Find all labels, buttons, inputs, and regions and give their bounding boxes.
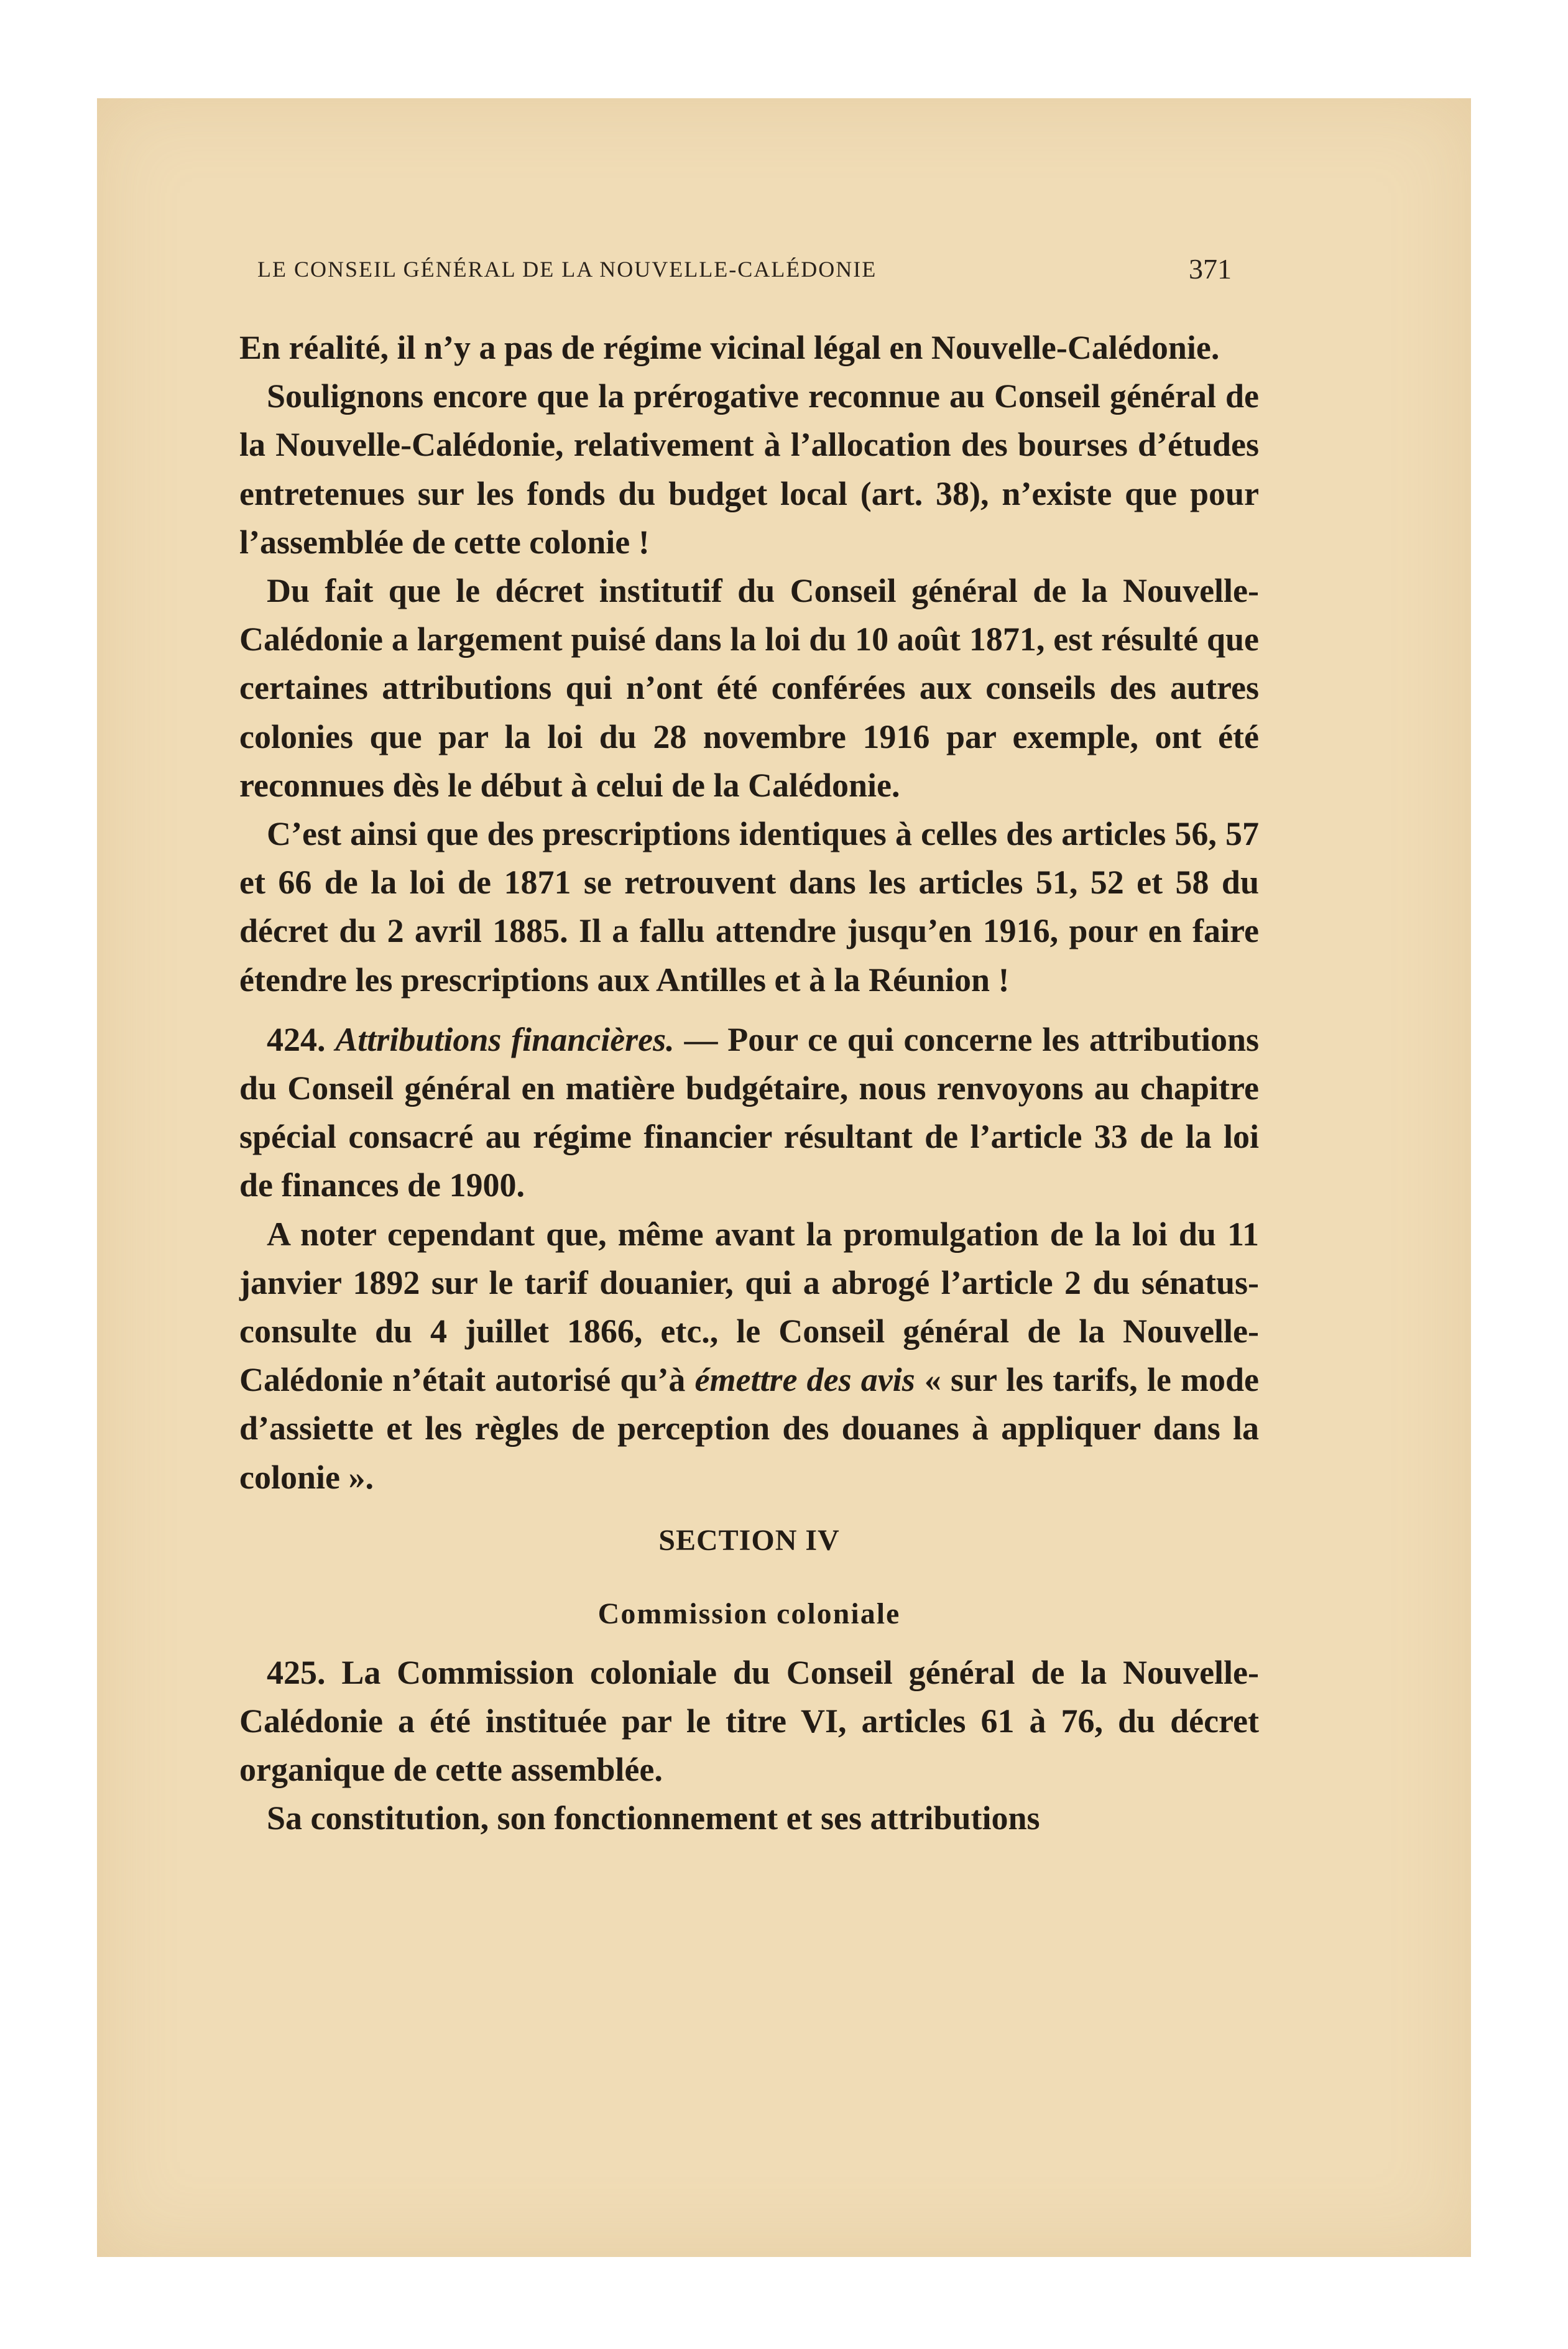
paragraph-425: 425. La Commission coloniale du Conseil général de la Nouvelle-Calédonie a été instituée par le titre VI, articles 61 à 76, du décret organique de cette assemblée. <box>239 1653 1259 1789</box>
paragraph-6-after: « sur les tarifs, le mode d’assiette et les règles de perception des douanes à appliquer dans la colonie ». <box>239 1361 1259 1496</box>
paragraph-8: Sa constitution, son fonctionnement et ses attributions <box>267 1799 1040 1837</box>
page-body <box>239 323 1259 1843</box>
running-title: LE CONSEIL GÉNÉRAL DE LA NOUVELLE-CALÉDONIE <box>257 257 877 282</box>
paragraph-424 <box>239 1015 1259 1210</box>
emphasis-text: émettre des avis <box>694 1361 915 1399</box>
paragraph-1: En réalité, il n’y a pas de régime vicinal légal en Nouvelle-Calédonie. <box>239 329 1220 366</box>
paragraph-4: C’est ainsi que des prescriptions identiques à celles des articles 56, 57 et 66 de la loi de 1871 se retrouvent dans les articles 51, 52 et 58 du décret du 2 avril 1885. Il a fallu attendre jusqu’en 1916, pour en faire étendre les prescriptions aux Antilles et à la Réunion ! <box>239 815 1259 999</box>
page-number: 371 <box>1189 253 1232 285</box>
section-title: Commission coloniale <box>597 1597 901 1630</box>
paragraph-3: Du fait que le décret institutif du Conseil général de la Nouvelle-Calédonie a largement puisé dans la loi du 10 août 1871, est résulté que certaines attributions qui n’ont été conférées aux conseils des autres colonies que par la loi du 28 novembre 1916 par exemple, ont été reconnues dès le début à celui de la Calédonie. <box>239 572 1259 804</box>
section-label: SECTION IV <box>658 1523 840 1557</box>
paragraph-heading: Attributions financières. <box>335 1020 675 1058</box>
paragraph-text: — Pour ce qui concerne les attributions du Conseil général en matière budgétaire, nous renvoyons au chapitre spécial consacré au régime financier résultant de l’article 33 de la loi de finances de 1900. <box>239 1020 1260 1204</box>
paragraph-6 <box>239 1210 1259 1502</box>
paragraph-6-before: A noter cependant que, même avant la promulgation de la loi du 11 janvier 1892 sur le tarif douanier, qui a abrogé l’article 2 du sénatus-consulte du 4 juillet 1866, etc., le Conseil général de la Nouvelle-Calédonie n’était autorisé qu’à <box>239 1215 1259 1399</box>
paragraph-2: Soulignons encore que la prérogative reconnue au Conseil général de la Nouvelle-Calédonie, relativement à l’allocation des bourses d’études entretenues sur les fonds du budget local (art. 38), n’existe que pour l’assemblée de cette colonie ! <box>239 377 1259 561</box>
paragraph-number: 424. <box>267 1020 326 1058</box>
